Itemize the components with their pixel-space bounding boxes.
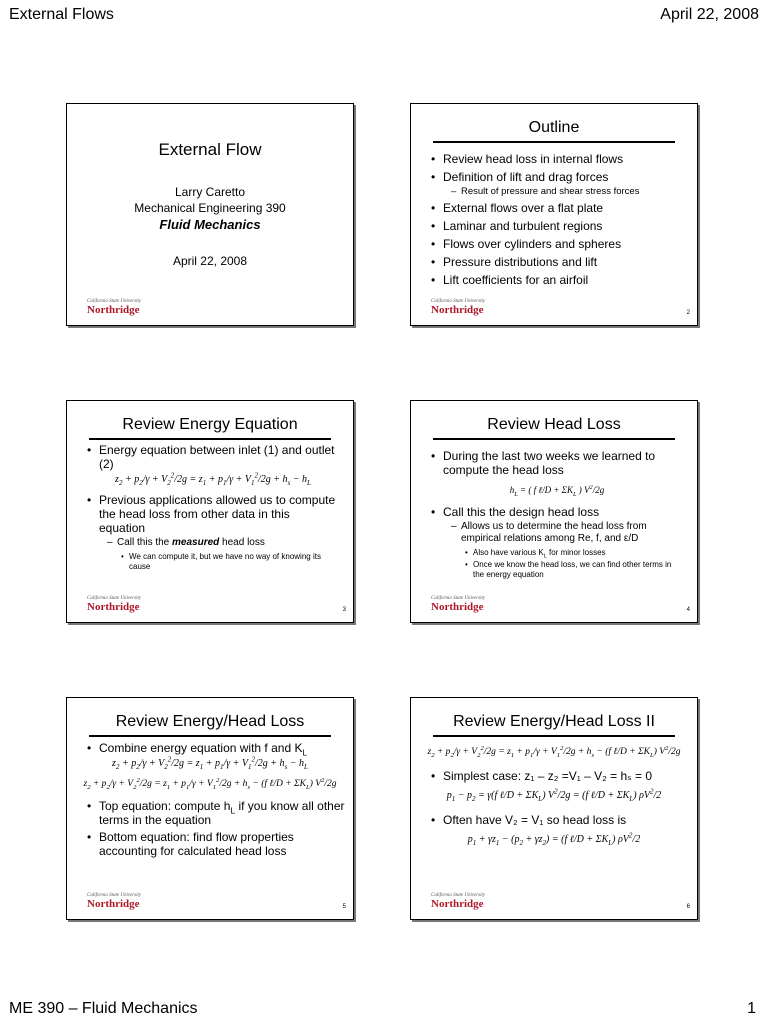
energy-equation: $z_2 + p_2/\gamma + V_2^2/2g = z_1 + p_1/\gamma + V_1^2/2g + h_s - h_L$ xyxy=(115,471,311,487)
slide-4-body xyxy=(431,449,683,582)
sub-sub-bullet: • Once we know the head loss, we can find other terms in the energy equation xyxy=(431,560,683,580)
header-left-text: External Flows xyxy=(9,6,114,23)
title-rule xyxy=(89,438,331,440)
bullet: • Combine energy equation with f and $K_L$ xyxy=(87,741,345,755)
slide-number: 6 xyxy=(686,904,690,910)
university-logo: California State University Northridge xyxy=(431,893,486,910)
slide-5-body xyxy=(75,741,345,862)
bullet: • Call this the design head loss xyxy=(431,505,683,519)
university-logo: California State University Northridge xyxy=(87,893,142,910)
university-logo: California State University Northridge xyxy=(431,596,486,613)
university-logo: California State University Northridge xyxy=(87,596,142,613)
slide-3-body xyxy=(87,443,339,574)
pressure-drop-equation: $p_1 - p_2 = \gamma(f$ ℓ/D + $\Sigma K_L$) $V^2/2g = (f$ ℓ/D + $\Sigma K_L$) $\rho V^2/2$ xyxy=(446,787,662,803)
slide-6-title: Review Energy/Head Loss II xyxy=(453,713,655,730)
sub-sub-bullet: • We can compute it, but we have no way of knowing its cause xyxy=(87,552,339,572)
slide-1-subject: Fluid Mechanics xyxy=(159,217,261,232)
bullet: • External flows over a flat plate xyxy=(431,201,683,215)
title-rule xyxy=(433,438,675,440)
university-logo: California State University Northridge xyxy=(87,299,142,316)
bullet: • Laminar and turbulent regions xyxy=(431,219,683,233)
university-logo: California State University Northridge xyxy=(431,299,486,316)
sub-bullet: – Call this the measured head loss xyxy=(107,537,265,548)
bullet: • Simplest case: z₁ – z₂ =V₁ – V₂ = hₛ = 0 xyxy=(431,769,689,783)
sub-bullet: – Allows us to determine the head loss from empirical relations among Re, f, and ε/D xyxy=(451,521,647,544)
slide-3 xyxy=(66,400,354,623)
bullet: • Energy equation between inlet (1) and outlet (2) xyxy=(87,443,339,471)
slide-1 xyxy=(66,103,354,326)
slide-6-body xyxy=(419,745,689,847)
slide-number: 4 xyxy=(686,607,690,613)
slide-1-course: Mechanical Engineering 390 xyxy=(134,201,286,215)
slide-2 xyxy=(410,103,698,326)
bullet: • Top equation: compute $h_L$ if you know all other terms in the equation xyxy=(87,799,345,827)
sub-bullet: – Result of pressure and shear stress forces xyxy=(451,186,640,197)
slide-number: 3 xyxy=(342,607,346,613)
bullet: • Review head loss in internal flows xyxy=(431,152,683,166)
slide-number: 5 xyxy=(342,904,346,910)
slide-2-title: Outline xyxy=(528,119,580,136)
footer-course: ME 390 – Fluid Mechanics xyxy=(9,1000,198,1017)
slide-5 xyxy=(66,697,354,920)
slide-1-title: External Flow xyxy=(158,140,262,159)
bullet: • Often have V₂ = V₁ so head loss is xyxy=(431,813,689,827)
bullet: • Bottom equation: find flow properties accounting for calculated head loss xyxy=(87,830,345,858)
bullet: • Flows over cylinders and spheres xyxy=(431,237,683,251)
slide-5-title: Review Energy/Head Loss xyxy=(115,713,305,730)
slide-2-body xyxy=(431,152,683,291)
page-number: 1 xyxy=(747,1000,756,1017)
sub-sub-bullet: • Also have various $K_L$ for minor losses xyxy=(431,548,683,558)
slide-number: 2 xyxy=(686,310,690,316)
energy-equation: $z_2 + p_2/\gamma + V_2^2/2g = z_1 + p_1/\gamma + V_1^2/2g + h_s - h_L$ xyxy=(112,755,308,771)
bullet: • Previous applications allowed us to compute the head loss from other data in this equation xyxy=(87,493,339,535)
header-date: April 22, 2008 xyxy=(660,6,759,23)
slide-4 xyxy=(410,400,698,623)
combined-equation: $z_2 + p_2/\gamma + V_2^2/2g = z_1 + p_1/\gamma + V_1^2/2g + h_s - (f$ ℓ/D + $\Sigma K_L$) $V^2/2g$ xyxy=(83,776,337,791)
slide-3-title: Review Energy Equation xyxy=(122,416,298,433)
slide-6 xyxy=(410,697,698,920)
combined-equation: $z_2 + p_2/\gamma + V_2^2/2g = z_1 + p_1/\gamma + V_1^2/2g + h_s - (f$ ℓ/D + $\Sigma K_L$) $V^2/2g$ xyxy=(427,744,681,759)
bullet: • Definition of lift and drag forces xyxy=(431,170,683,184)
title-rule xyxy=(89,735,331,737)
slide-4-title: Review Head Loss xyxy=(487,416,621,433)
bullet: • Lift coefficients for an airfoil xyxy=(431,273,683,287)
title-rule xyxy=(433,735,675,737)
title-rule xyxy=(433,141,675,143)
slide-1-date: April 22, 2008 xyxy=(172,254,248,268)
head-loss-equation: $h_L$ = ( f ℓ/D + $\Sigma K_L$ ) $V^2/2g$ xyxy=(509,484,605,498)
head-loss-pressure-equation: $p_1 + \gamma z_1 - (p_2 + \gamma z_2) = (f$ ℓ/D + $\Sigma K_L$) $\rho V^2/2$ xyxy=(467,831,641,847)
bullet: • During the last two weeks we learned to compute the head loss xyxy=(431,449,683,477)
slide-1-author: Larry Caretto xyxy=(174,185,246,199)
bullet: • Pressure distributions and lift xyxy=(431,255,683,269)
page-header xyxy=(9,6,759,26)
